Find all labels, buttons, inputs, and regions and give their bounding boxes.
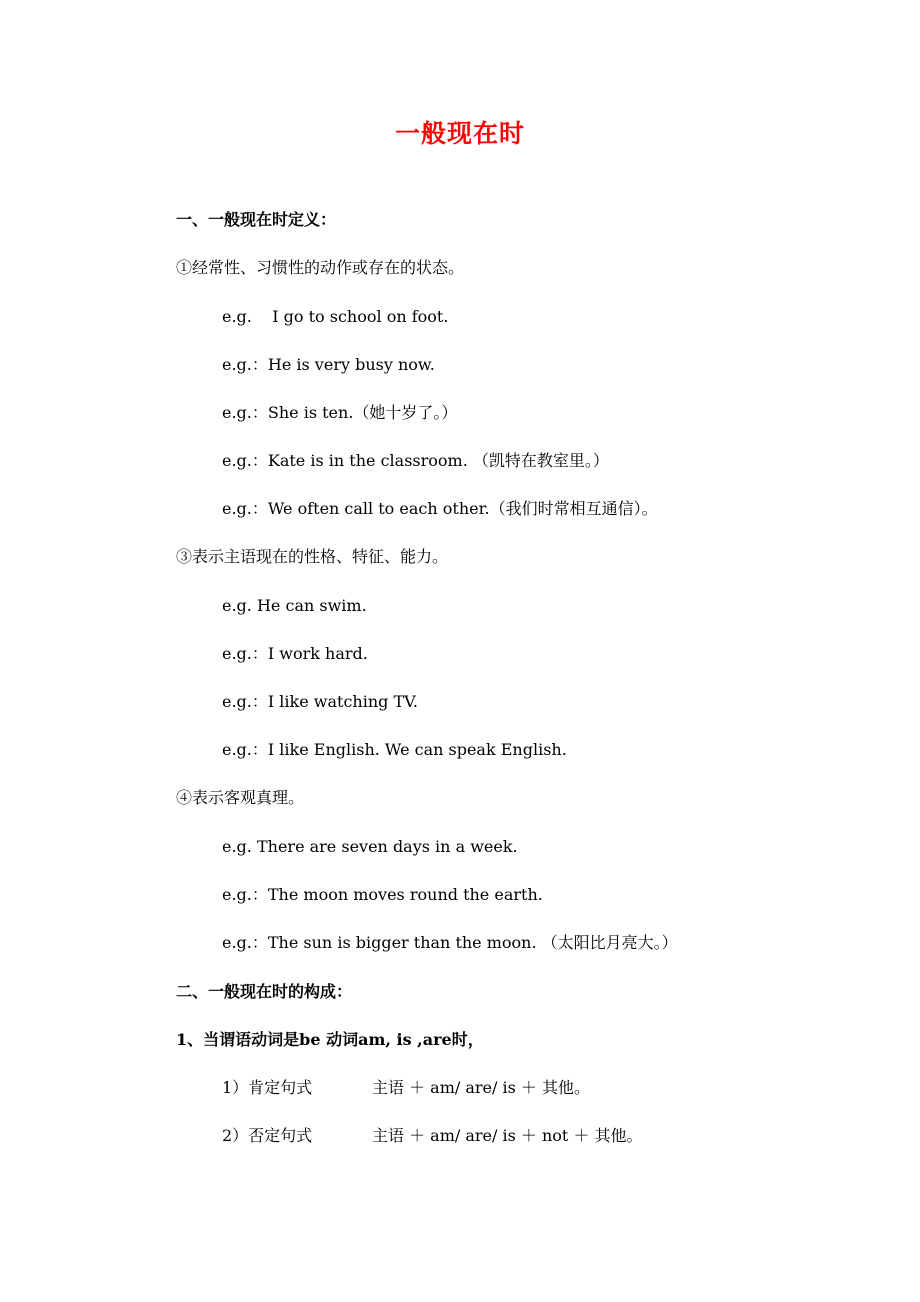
example-sentence: e.g.：She is ten.（她十岁了。） — [222, 403, 458, 422]
example-sentence: e.g.：The moon moves round the earth. — [222, 885, 543, 904]
section-heading-structure: 二、一般现在时的构成： — [176, 982, 353, 1001]
example-sentence: e.g. I go to school on foot. — [222, 307, 449, 326]
form-formula-affirmative: 主语 ＋ am/ are/ is ＋ 其他。 — [372, 1078, 590, 1097]
example-sentence: e.g.：I work hard. — [222, 644, 368, 663]
example-sentence: e.g.：We often call to each other.（我们时常相互通信）。 — [222, 499, 658, 518]
example-sentence: e.g.：He is very busy now. — [222, 355, 435, 374]
group-label-characteristics: ③表示主语现在的性格、特征、能力。 — [176, 547, 449, 566]
form-label-negative: 2）否定句式 — [222, 1126, 313, 1145]
form-label-affirmative: 1）肯定句式 — [222, 1078, 313, 1097]
example-sentence: e.g. He can swim. — [222, 596, 367, 615]
example-sentence: e.g.：I like watching TV. — [222, 692, 418, 711]
example-sentence: e.g.：The sun is bigger than the moon. （太阳比月亮大。） — [222, 933, 678, 952]
example-sentence: e.g. There are seven days in a week. — [222, 837, 518, 856]
example-sentence: e.g.：Kate is in the classroom. （凯特在教室里。） — [222, 451, 609, 470]
subheading-be-verb: 1、当谓语动词是be 动词am, is ,are时， — [176, 1030, 484, 1049]
section-heading-definition: 一、一般现在时定义： — [176, 210, 337, 229]
example-sentence: e.g.：I like English. We can speak English. — [222, 740, 567, 759]
document-title: 一般现在时 — [394, 119, 525, 148]
group-label-habitual: ①经常性、习惯性的动作或存在的状态。 — [176, 258, 465, 277]
form-formula-negative: 主语 ＋ am/ are/ is ＋ not ＋ 其他。 — [372, 1126, 643, 1145]
group-label-truth: ④表示客观真理。 — [176, 788, 305, 807]
